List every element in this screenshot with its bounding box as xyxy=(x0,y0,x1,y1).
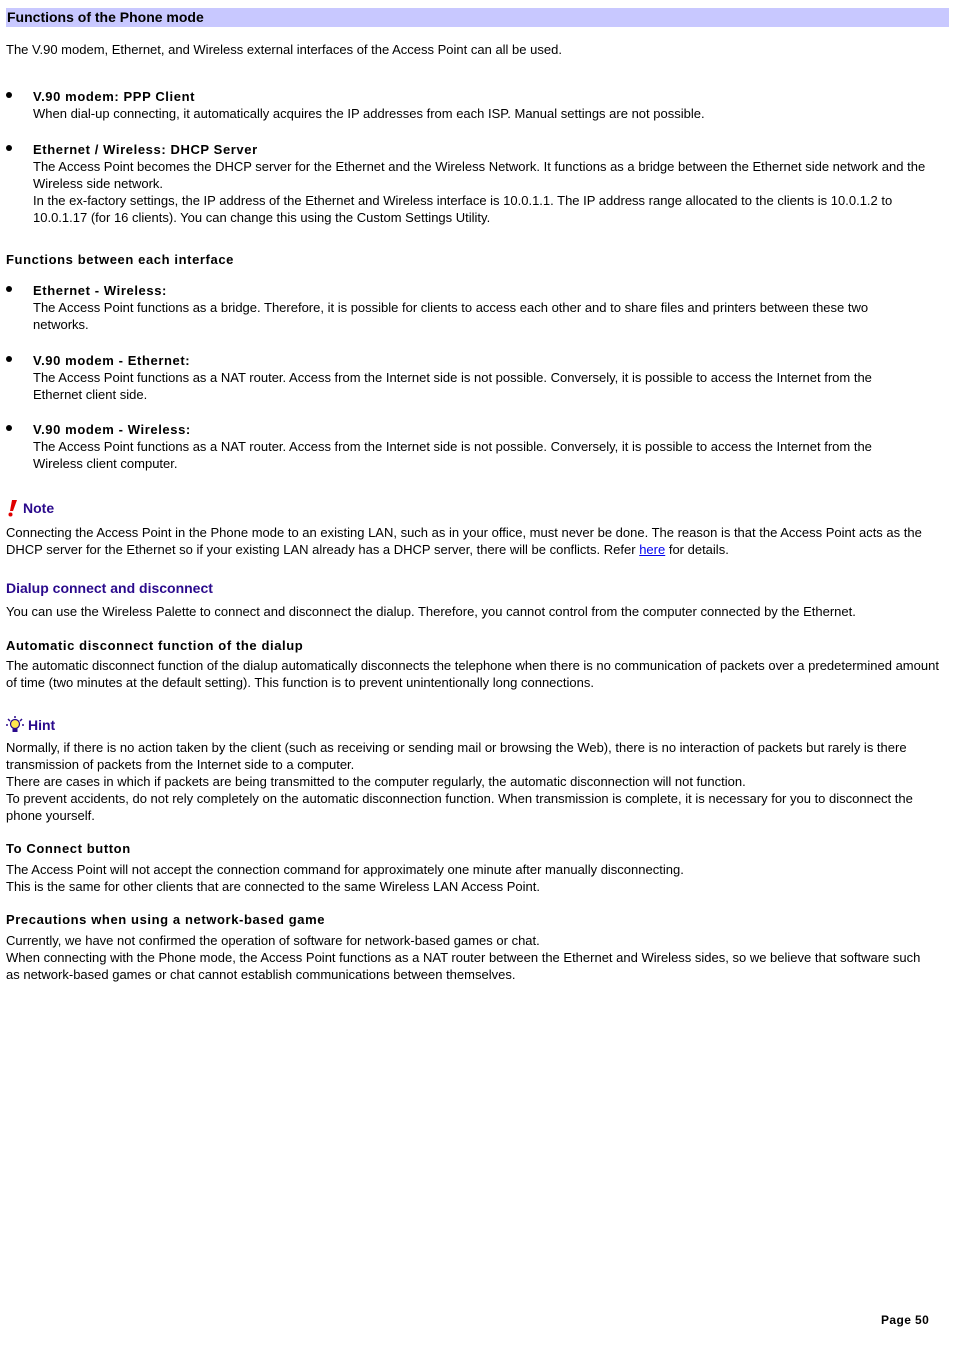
functions-heading: Functions between each interface xyxy=(6,252,234,267)
bullet-icon xyxy=(6,286,12,292)
list-item xyxy=(6,352,949,403)
list-item xyxy=(6,282,949,333)
dialup-text: You can use the Wireless Palette to connect and disconnect the dialup. Therefore, you cannot control from the computer connected by the Ethernet. xyxy=(6,604,856,619)
page-number: Page 50 xyxy=(881,1313,930,1327)
note-heading xyxy=(6,499,949,517)
note-label: Note xyxy=(23,499,55,516)
item-text: Wireless client computer. xyxy=(33,456,178,471)
bullet-icon xyxy=(6,425,12,431)
item-text: networks. xyxy=(33,317,89,332)
connect-button-heading: To Connect button xyxy=(6,841,131,856)
precautions-text: Currently, we have not confirmed the operation of software for network-based games or chat. xyxy=(6,933,540,948)
item-text: When dial-up connecting, it automatically acquires the IP addresses from each ISP. Manual settings are not possible. xyxy=(33,106,705,121)
item-text: The Access Point becomes the DHCP server for the Ethernet and the Wireless Network. It functions as a bridge between the Ethernet side network and the xyxy=(33,159,926,174)
item-text: 10.0.1.17 (for 16 clients). You can change this using the Custom Settings Utility. xyxy=(33,210,491,225)
list-item xyxy=(6,88,949,122)
item-text: In the ex-factory settings, the IP address of the Ethernet and Wireless interface is 10.0.1.1. The IP address range allocated to the clients is 10.0.1.2 to xyxy=(33,193,893,208)
note-text-part: for details. xyxy=(665,542,729,557)
note-text-part: DHCP server for the Ethernet so if your existing LAN already has a DHCP server, there will be conflicts. Refer xyxy=(6,542,640,557)
dialup-heading: Dialup connect and disconnect xyxy=(6,580,213,596)
bullet-icon xyxy=(6,356,12,362)
hint-text: phone yourself. xyxy=(6,808,95,823)
interface-functions-list xyxy=(6,282,949,472)
item-title: V.90 modem - Wireless: xyxy=(33,422,191,437)
hint-text: There are cases in which if packets are being transmitted to the computer regularly, the automatic disconnection will not function. xyxy=(6,774,746,789)
connect-button-text: The Access Point will not accept the connection command for approximately one minute after manually disconnecting. xyxy=(6,862,684,877)
precautions-heading: Precautions when using a network-based game xyxy=(6,912,326,927)
item-text: Ethernet client side. xyxy=(33,387,148,402)
auto-disconnect-heading: Automatic disconnect function of the dialup xyxy=(6,638,304,653)
bullet-icon xyxy=(6,92,12,98)
precautions-text: as network-based games or chat cannot establish communications between themselves. xyxy=(6,967,516,982)
intro-text: The V.90 modem, Ethernet, and Wireless external interfaces of the Access Point can all be used. xyxy=(6,42,562,57)
lightbulb-icon xyxy=(6,716,24,734)
list-item xyxy=(6,421,949,472)
item-text: The Access Point functions as a NAT router. Access from the Internet side is not possible. Conversely, it is possible to access the Internet from the xyxy=(33,439,872,454)
document-page xyxy=(6,8,949,983)
auto-disconnect-text: The automatic disconnect function of the dialup automatically disconnects the telephone when there is no communication of packets over a predetermined amount xyxy=(6,658,939,673)
hint-text: transmission of packets from the Internet side to a computer. xyxy=(6,757,355,772)
item-title: V.90 modem: PPP Client xyxy=(33,89,196,104)
list-item xyxy=(6,141,949,226)
hint-text: Normally, if there is no action taken by the client (such as receiving or sending mail or browsing the Web), there is no interaction of packets but rarely is there xyxy=(6,740,907,755)
auto-disconnect-text: of time (two minutes at the default setting). This function is to prevent unintentionally long connections. xyxy=(6,675,594,690)
item-title: V.90 modem - Ethernet: xyxy=(33,353,191,368)
mode-interfaces-list xyxy=(6,88,949,226)
item-title: Ethernet / Wireless: DHCP Server xyxy=(33,142,258,157)
item-title: Ethernet - Wireless: xyxy=(33,283,167,298)
hint-heading xyxy=(6,716,949,734)
hint-label: Hint xyxy=(28,716,56,733)
note-text xyxy=(6,541,949,558)
bullet-icon xyxy=(6,145,12,151)
item-text: Wireless side network. xyxy=(33,176,164,191)
hint-text: To prevent accidents, do not rely completely on the automatic disconnection function. When transmission is complete, it is necessary for you to disconnect the xyxy=(6,791,913,806)
item-text: The Access Point functions as a bridge. Therefore, it is possible for clients to access each other and to share files and printers between these two xyxy=(33,300,869,315)
page-title: Functions of the Phone mode xyxy=(6,8,949,27)
precautions-text: When connecting with the Phone mode, the Access Point functions as a NAT router between the Ethernet and Wireless sides, so we believe that software such xyxy=(6,950,921,965)
connect-button-text: This is the same for other clients that are connected to the same Wireless LAN Access Point. xyxy=(6,879,540,894)
note-text: Connecting the Access Point in the Phone mode to an existing LAN, such as in your office, must never be done. The reason is that the Access Point acts as the xyxy=(6,525,922,540)
exclamation-icon xyxy=(6,499,19,517)
here-link[interactable]: here xyxy=(639,542,666,557)
item-text: The Access Point functions as a NAT router. Access from the Internet side is not possible. Conversely, it is possible to access the Internet from the xyxy=(33,370,872,385)
